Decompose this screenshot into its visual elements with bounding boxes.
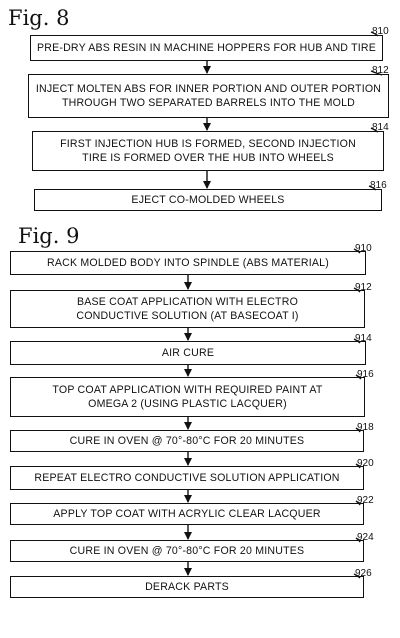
fig8-leader-810 — [371, 32, 378, 36]
fig9-ref-912: 912 — [355, 282, 372, 293]
fig9-step-926: DERACK PARTS — [10, 576, 364, 598]
fig9-ref-926: 926 — [355, 568, 372, 579]
fig9-leader-926 — [354, 574, 360, 578]
fig9-ref-922: 922 — [357, 495, 374, 506]
fig9-leader-924 — [356, 538, 360, 542]
fig9-step-916: TOP COAT APPLICATION WITH REQUIRED PAINT AT OMEGA 2 (USING PLASTIC LACQUER) — [10, 377, 365, 417]
fig9-leader-920 — [356, 464, 360, 468]
fig9-step-922: APPLY TOP COAT WITH ACRYLIC CLEAR LACQUER — [10, 503, 364, 525]
fig9-ref-918: 918 — [357, 422, 374, 433]
fig8-ref-812: 812 — [372, 65, 389, 76]
fig8-leader-812 — [371, 71, 382, 75]
fig8-step-814: FIRST INJECTION HUB IS FORMED, SECOND INJECTION TIRE IS FORMED OVER THE HUB INTO WHEELS — [32, 131, 384, 171]
fig9-leader-910 — [354, 249, 360, 253]
fig8-step-816: EJECT CO-MOLDED WHEELS — [34, 189, 382, 211]
fig9-ref-924: 924 — [357, 532, 374, 543]
fig9-leader-918 — [356, 428, 360, 432]
fig9-step-910: RACK MOLDED BODY INTO SPINDLE (ABS MATERIAL) — [10, 251, 366, 275]
fig8-step-812: INJECT MOLTEN ABS FOR INNER PORTION AND OUTER PORTION THROUGH TWO SEPARATED BARRELS INTO THE MOLD — [28, 74, 389, 118]
fig9-step-912: BASE COAT APPLICATION WITH ELECTRO CONDUCTIVE SOLUTION (AT BASECOAT I) — [10, 290, 365, 328]
fig9-leader-914 — [354, 339, 360, 343]
fig8-leader-814 — [371, 128, 378, 132]
fig9-title: Fig. 9 — [18, 224, 80, 248]
fig8-title: Fig. 8 — [8, 6, 70, 30]
fig9-step-914: AIR CURE — [10, 341, 366, 365]
fig9-leader-916 — [356, 375, 361, 379]
fig9-ref-916: 916 — [357, 369, 374, 380]
fig9-ref-920: 920 — [357, 458, 374, 469]
fig9-step-924: CURE IN OVEN @ 70°-80°C FOR 20 MINUTES — [10, 540, 364, 562]
fig9-leader-912 — [354, 288, 360, 292]
fig9-step-920: REPEAT ELECTRO CONDUCTIVE SOLUTION APPLICATION — [10, 466, 364, 490]
fig8-step-810: PRE-DRY ABS RESIN IN MACHINE HOPPERS FOR HUB AND TIRE — [30, 35, 383, 61]
fig8-ref-816: 816 — [370, 180, 387, 191]
fig8-ref-810: 810 — [372, 26, 389, 37]
fig8-ref-814: 814 — [372, 122, 389, 133]
fig9-ref-914: 914 — [355, 333, 372, 344]
fig8-leader-816 — [369, 186, 376, 190]
fig9-leader-922 — [356, 501, 360, 505]
fig9-step-918: CURE IN OVEN @ 70°-80°C FOR 20 MINUTES — [10, 430, 364, 452]
fig9-ref-910: 910 — [355, 243, 372, 254]
